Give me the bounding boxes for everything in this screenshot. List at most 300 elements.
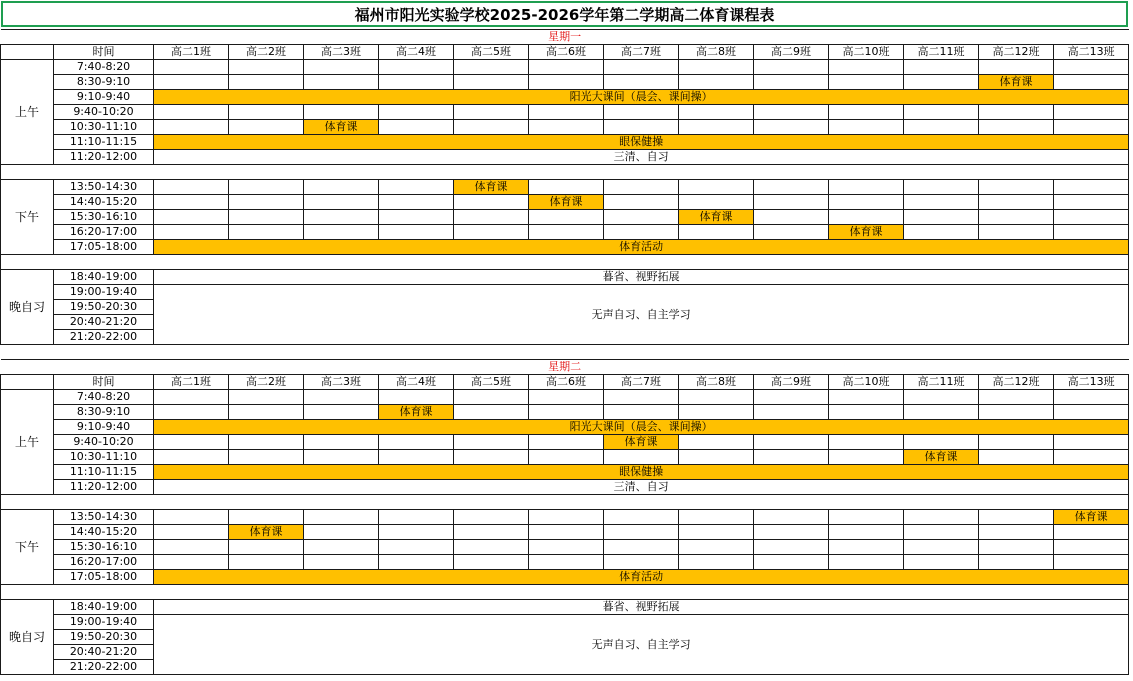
empty-cell: [379, 120, 454, 135]
empty-cell: [229, 435, 304, 450]
span-activity: 阳光大课间（晨会、课间操）: [154, 420, 1129, 435]
schedule-table-day-2: [0, 359, 1129, 675]
empty-cell: [379, 555, 454, 570]
empty-cell: [904, 555, 979, 570]
empty-cell: [679, 75, 754, 90]
time-cell: 18:40-19:00: [54, 270, 154, 285]
empty-cell: [454, 540, 529, 555]
header-class: 高二10班: [829, 375, 904, 390]
empty-cell: [1054, 390, 1129, 405]
empty-cell: [679, 105, 754, 120]
empty-cell: [529, 525, 604, 540]
empty-cell: [154, 390, 229, 405]
empty-cell: [379, 225, 454, 240]
time-cell: 10:30-11:10: [54, 450, 154, 465]
header-row: [1, 375, 1129, 390]
day-label: 星期一: [1, 30, 1129, 45]
empty-cell: [679, 405, 754, 420]
pe-class-cell: 体育课: [229, 525, 304, 540]
day-row: [1, 30, 1129, 45]
empty-cell: [379, 510, 454, 525]
spacer-cell: [1, 495, 1129, 510]
header-class: 高二1班: [154, 375, 229, 390]
empty-cell: [679, 540, 754, 555]
time-cell: 8:30-9:10: [54, 405, 154, 420]
span-activity: 眼保健操: [154, 465, 1129, 480]
header-class: 高二13班: [1054, 375, 1129, 390]
empty-cell: [904, 225, 979, 240]
empty-cell: [979, 390, 1054, 405]
time-cell: 13:50-14:30: [54, 510, 154, 525]
empty-cell: [1054, 555, 1129, 570]
empty-cell: [904, 510, 979, 525]
empty-cell: [529, 225, 604, 240]
empty-cell: [604, 225, 679, 240]
empty-cell: [154, 450, 229, 465]
pe-class-cell: 体育课: [979, 75, 1054, 90]
span-activity: 体育活动: [154, 570, 1129, 585]
empty-cell: [529, 75, 604, 90]
table-row: [1, 225, 1129, 240]
session-label: 下午: [1, 180, 54, 255]
header-class: 高二5班: [454, 45, 529, 60]
empty-cell: [904, 210, 979, 225]
time-cell: 11:20-12:00: [54, 150, 154, 165]
empty-cell: [979, 105, 1054, 120]
empty-cell: [754, 555, 829, 570]
session-label: 下午: [1, 510, 54, 585]
empty-cell: [154, 75, 229, 90]
empty-cell: [979, 195, 1054, 210]
table-row: [1, 120, 1129, 135]
empty-cell: [904, 540, 979, 555]
empty-cell: [979, 555, 1054, 570]
empty-cell: [304, 75, 379, 90]
empty-cell: [229, 60, 304, 75]
empty-cell: [1054, 75, 1129, 90]
empty-cell: [979, 120, 1054, 135]
empty-cell: [304, 510, 379, 525]
empty-cell: [829, 75, 904, 90]
header-class: 高二9班: [754, 375, 829, 390]
time-cell: 19:00-19:40: [54, 615, 154, 630]
empty-cell: [454, 60, 529, 75]
table-row: [1, 195, 1129, 210]
empty-cell: [754, 540, 829, 555]
empty-cell: [154, 210, 229, 225]
header-class: 高二10班: [829, 45, 904, 60]
header-time: 时间: [54, 375, 154, 390]
time-cell: 9:40-10:20: [54, 435, 154, 450]
time-cell: 14:40-15:20: [54, 195, 154, 210]
empty-cell: [904, 405, 979, 420]
empty-cell: [154, 195, 229, 210]
empty-cell: [454, 75, 529, 90]
table-row: [1, 270, 1129, 285]
empty-cell: [604, 555, 679, 570]
header-class: 高二3班: [304, 45, 379, 60]
empty-cell: [529, 555, 604, 570]
time-cell: 11:10-11:15: [54, 465, 154, 480]
empty-cell: [154, 540, 229, 555]
pe-class-cell: 体育课: [454, 180, 529, 195]
table-row: [1, 210, 1129, 225]
header-class: 高二11班: [904, 45, 979, 60]
empty-cell: [904, 390, 979, 405]
empty-cell: [454, 210, 529, 225]
empty-cell: [754, 180, 829, 195]
empty-cell: [529, 105, 604, 120]
time-cell: 21:20-22:00: [54, 330, 154, 345]
empty-cell: [604, 510, 679, 525]
empty-cell: [229, 75, 304, 90]
table-row: [1, 600, 1129, 615]
header-time: 时间: [54, 45, 154, 60]
session-label: 晚自习: [1, 600, 54, 675]
empty-cell: [454, 105, 529, 120]
empty-cell: [529, 540, 604, 555]
empty-cell: [604, 120, 679, 135]
empty-cell: [229, 120, 304, 135]
time-cell: 7:40-8:20: [54, 390, 154, 405]
table-row: [1, 405, 1129, 420]
empty-cell: [604, 60, 679, 75]
empty-cell: [604, 390, 679, 405]
empty-cell: [154, 105, 229, 120]
empty-cell: [529, 435, 604, 450]
empty-cell: [604, 210, 679, 225]
empty-cell: [304, 180, 379, 195]
empty-cell: [304, 525, 379, 540]
span-activity: 阳光大课间（晨会、课间操）: [154, 90, 1129, 105]
empty-cell: [304, 105, 379, 120]
empty-cell: [379, 105, 454, 120]
table-row: [1, 150, 1129, 165]
empty-cell: [904, 435, 979, 450]
pe-class-cell: 体育课: [379, 405, 454, 420]
table-row: [1, 105, 1129, 120]
empty-cell: [679, 120, 754, 135]
empty-cell: [229, 450, 304, 465]
empty-cell: [529, 510, 604, 525]
schedule-table-day-1: [0, 29, 1129, 345]
empty-cell: [454, 525, 529, 540]
empty-cell: [1054, 60, 1129, 75]
empty-cell: [604, 540, 679, 555]
empty-cell: [829, 555, 904, 570]
empty-cell: [1054, 450, 1129, 465]
empty-cell: [829, 120, 904, 135]
empty-cell: [304, 555, 379, 570]
span-activity: 三清、自习: [154, 150, 1129, 165]
span-activity: 暮省、视野拓展: [154, 600, 1129, 615]
empty-cell: [304, 195, 379, 210]
time-cell: 16:20-17:00: [54, 555, 154, 570]
empty-cell: [679, 555, 754, 570]
time-cell: 18:40-19:00: [54, 600, 154, 615]
header-class: 高二3班: [304, 375, 379, 390]
empty-cell: [829, 210, 904, 225]
spacer-cell: [1, 165, 1129, 180]
empty-cell: [304, 60, 379, 75]
empty-cell: [154, 225, 229, 240]
empty-cell: [829, 435, 904, 450]
time-cell: 7:40-8:20: [54, 60, 154, 75]
empty-cell: [454, 555, 529, 570]
empty-cell: [754, 60, 829, 75]
header-row: [1, 45, 1129, 60]
empty-cell: [379, 60, 454, 75]
time-cell: 20:40-21:20: [54, 645, 154, 660]
span-activity: 暮省、视野拓展: [154, 270, 1129, 285]
empty-cell: [529, 60, 604, 75]
empty-cell: [979, 435, 1054, 450]
empty-cell: [754, 435, 829, 450]
empty-cell: [829, 510, 904, 525]
empty-cell: [904, 105, 979, 120]
empty-cell: [1054, 225, 1129, 240]
span-activity: 无声自习、自主学习: [154, 615, 1129, 675]
table-row: [1, 480, 1129, 495]
empty-cell: [979, 510, 1054, 525]
empty-cell: [229, 555, 304, 570]
empty-cell: [529, 450, 604, 465]
empty-cell: [1054, 120, 1129, 135]
time-cell: 20:40-21:20: [54, 315, 154, 330]
table-row: [1, 570, 1129, 585]
header-class: 高二12班: [979, 375, 1054, 390]
empty-cell: [154, 555, 229, 570]
header-class: 高二13班: [1054, 45, 1129, 60]
empty-cell: [154, 120, 229, 135]
table-row: [1, 90, 1129, 105]
empty-cell: [379, 525, 454, 540]
table-row: [1, 285, 1129, 300]
empty-cell: [529, 180, 604, 195]
table-row: [1, 450, 1129, 465]
empty-cell: [829, 405, 904, 420]
time-cell: 10:30-11:10: [54, 120, 154, 135]
empty-cell: [829, 525, 904, 540]
empty-cell: [829, 450, 904, 465]
spacer-row: [1, 585, 1129, 600]
empty-cell: [379, 450, 454, 465]
empty-cell: [829, 540, 904, 555]
empty-cell: [904, 75, 979, 90]
empty-cell: [304, 225, 379, 240]
empty-cell: [604, 525, 679, 540]
empty-cell: [154, 510, 229, 525]
empty-cell: [304, 540, 379, 555]
empty-cell: [754, 195, 829, 210]
table-row: [1, 510, 1129, 525]
table-row: [1, 615, 1129, 630]
pe-class-cell: 体育课: [679, 210, 754, 225]
empty-cell: [454, 405, 529, 420]
table-row: [1, 525, 1129, 540]
empty-cell: [904, 120, 979, 135]
header-class: 高二2班: [229, 45, 304, 60]
empty-cell: [754, 405, 829, 420]
empty-cell: [154, 180, 229, 195]
header-corner: [1, 45, 54, 60]
empty-cell: [829, 195, 904, 210]
day-row: [1, 360, 1129, 375]
pe-class-cell: 体育课: [529, 195, 604, 210]
empty-cell: [679, 435, 754, 450]
spacer-row: [1, 255, 1129, 270]
empty-cell: [679, 450, 754, 465]
header-class: 高二7班: [604, 375, 679, 390]
time-cell: 11:10-11:15: [54, 135, 154, 150]
empty-cell: [529, 405, 604, 420]
empty-cell: [979, 225, 1054, 240]
header-class: 高二11班: [904, 375, 979, 390]
empty-cell: [154, 60, 229, 75]
time-cell: 13:50-14:30: [54, 180, 154, 195]
header-class: 高二6班: [529, 375, 604, 390]
pe-class-cell: 体育课: [304, 120, 379, 135]
empty-cell: [154, 405, 229, 420]
empty-cell: [679, 60, 754, 75]
session-label: 上午: [1, 60, 54, 165]
empty-cell: [229, 405, 304, 420]
empty-cell: [979, 180, 1054, 195]
time-cell: 17:05-18:00: [54, 570, 154, 585]
empty-cell: [454, 510, 529, 525]
table-row: [1, 60, 1129, 75]
header-class: 高二5班: [454, 375, 529, 390]
empty-cell: [229, 195, 304, 210]
empty-cell: [229, 105, 304, 120]
header-class: 高二2班: [229, 375, 304, 390]
time-cell: 16:20-17:00: [54, 225, 154, 240]
empty-cell: [454, 195, 529, 210]
pe-class-cell: 体育课: [829, 225, 904, 240]
empty-cell: [604, 450, 679, 465]
header-class: 高二12班: [979, 45, 1054, 60]
header-class: 高二7班: [604, 45, 679, 60]
table-row: [1, 435, 1129, 450]
span-activity: 三清、自习: [154, 480, 1129, 495]
day-label: 星期二: [1, 360, 1129, 375]
empty-cell: [379, 195, 454, 210]
empty-cell: [154, 435, 229, 450]
empty-cell: [229, 540, 304, 555]
table-row: [1, 75, 1129, 90]
header-class: 高二1班: [154, 45, 229, 60]
empty-cell: [454, 120, 529, 135]
time-cell: 19:00-19:40: [54, 285, 154, 300]
empty-cell: [979, 540, 1054, 555]
empty-cell: [229, 390, 304, 405]
empty-cell: [979, 525, 1054, 540]
time-cell: 21:20-22:00: [54, 660, 154, 675]
empty-cell: [829, 105, 904, 120]
pe-class-cell: 体育课: [904, 450, 979, 465]
empty-cell: [1054, 210, 1129, 225]
empty-cell: [829, 390, 904, 405]
empty-cell: [304, 390, 379, 405]
empty-cell: [229, 225, 304, 240]
empty-cell: [754, 105, 829, 120]
empty-cell: [754, 75, 829, 90]
empty-cell: [379, 390, 454, 405]
empty-cell: [379, 75, 454, 90]
header-class: 高二4班: [379, 45, 454, 60]
empty-cell: [229, 510, 304, 525]
empty-cell: [829, 60, 904, 75]
empty-cell: [454, 450, 529, 465]
empty-cell: [604, 405, 679, 420]
empty-cell: [754, 510, 829, 525]
span-activity: 眼保健操: [154, 135, 1129, 150]
time-cell: 11:20-12:00: [54, 480, 154, 495]
empty-cell: [1054, 105, 1129, 120]
empty-cell: [679, 180, 754, 195]
empty-cell: [379, 435, 454, 450]
empty-cell: [979, 450, 1054, 465]
empty-cell: [679, 510, 754, 525]
empty-cell: [904, 525, 979, 540]
empty-cell: [454, 435, 529, 450]
time-cell: 19:50-20:30: [54, 630, 154, 645]
page-title: 福州市阳光实验学校2025-2026学年第二学期高二体育课程表: [1, 1, 1128, 27]
table-row: [1, 465, 1129, 480]
table-row: [1, 420, 1129, 435]
empty-cell: [679, 225, 754, 240]
empty-cell: [304, 210, 379, 225]
empty-cell: [679, 525, 754, 540]
empty-cell: [754, 225, 829, 240]
spacer-cell: [1, 585, 1129, 600]
time-cell: 17:05-18:00: [54, 240, 154, 255]
time-cell: 9:40-10:20: [54, 105, 154, 120]
empty-cell: [754, 450, 829, 465]
time-cell: 15:30-16:10: [54, 540, 154, 555]
table-row: [1, 555, 1129, 570]
empty-cell: [1054, 195, 1129, 210]
empty-cell: [604, 180, 679, 195]
empty-cell: [1054, 540, 1129, 555]
spacer-row: [1, 165, 1129, 180]
header-class: 高二6班: [529, 45, 604, 60]
empty-cell: [304, 435, 379, 450]
empty-cell: [1054, 525, 1129, 540]
empty-cell: [229, 210, 304, 225]
empty-cell: [904, 180, 979, 195]
time-cell: 19:50-20:30: [54, 300, 154, 315]
span-activity: 无声自习、自主学习: [154, 285, 1129, 345]
time-cell: 15:30-16:10: [54, 210, 154, 225]
empty-cell: [304, 405, 379, 420]
time-cell: 8:30-9:10: [54, 75, 154, 90]
span-activity: 体育活动: [154, 240, 1129, 255]
empty-cell: [604, 195, 679, 210]
table-row: [1, 390, 1129, 405]
empty-cell: [904, 60, 979, 75]
table-row: [1, 240, 1129, 255]
time-cell: 14:40-15:20: [54, 525, 154, 540]
empty-cell: [529, 390, 604, 405]
empty-cell: [979, 210, 1054, 225]
empty-cell: [454, 390, 529, 405]
time-cell: 9:10-9:40: [54, 420, 154, 435]
empty-cell: [379, 210, 454, 225]
empty-cell: [979, 405, 1054, 420]
empty-cell: [1054, 180, 1129, 195]
empty-cell: [1054, 405, 1129, 420]
